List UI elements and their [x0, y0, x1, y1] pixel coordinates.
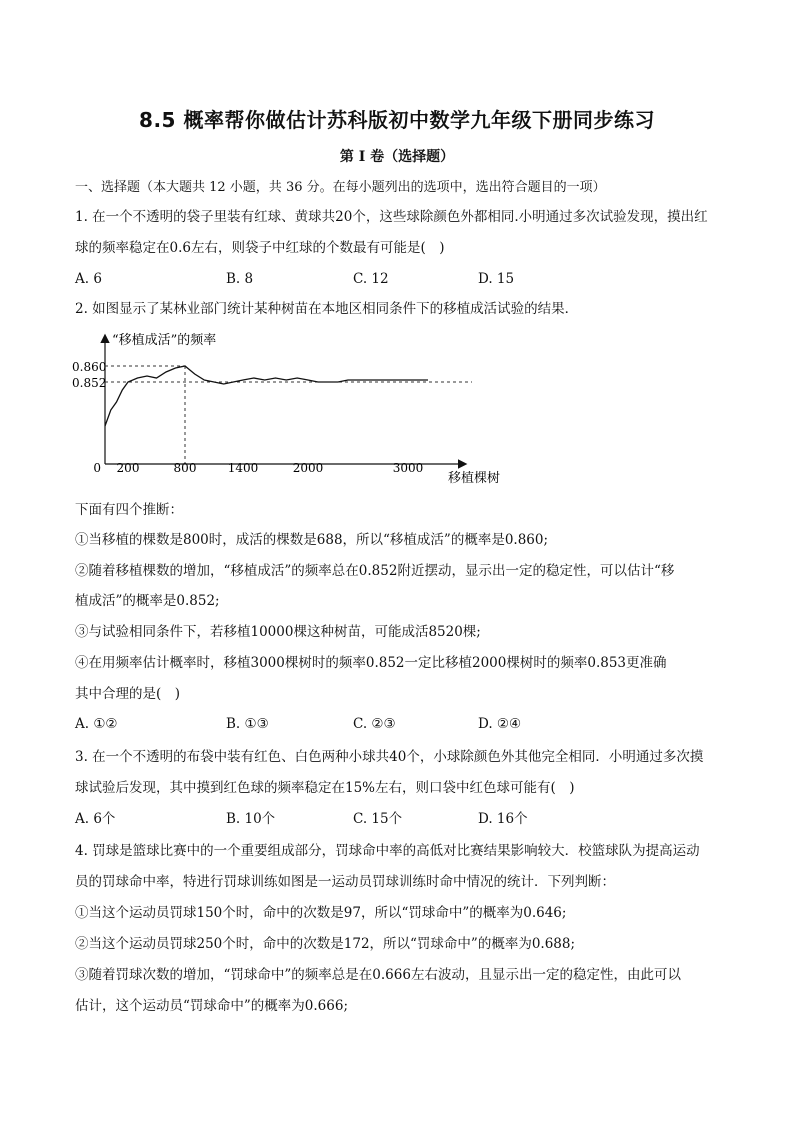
q2-line-6: ④在用频率估计概率时，移植3000棵树时的频率0.852一定比移植2000棵树时的频率0.853更准确	[75, 655, 667, 671]
q1-option-a[interactable]: A. 6	[75, 271, 102, 287]
q4-line-4: ②当这个运动员罚球250个时，命中的次数是172，所以“罚球命中”的概率为0.688;	[75, 936, 576, 952]
q4-line-6: 估计，这个运动员“罚球命中”的概率为0.666;	[75, 998, 348, 1014]
q1-line-1: 1. 在一个不透明的袋子里装有红球、黄球共20个，这些球除颜色外都相同.小明通过多次试验发现，摸出红	[75, 209, 708, 225]
volume-title: 第 I 卷（选择题）	[339, 149, 455, 165]
x-tick-1400: 1400	[227, 461, 259, 475]
q2-line-3: ②随着移植棵数的增加，“移植成活”的频率总在0.852附近摆动，显示出一定的稳定性，可以估计“移	[75, 563, 675, 579]
q3-line-2: 球试验后发现，其中摸到红色球的频率稳定在15%左右，则口袋中红色球可能有( )	[75, 780, 575, 796]
q4-line-1: 4. 罚球是篮球比赛中的一个重要组成部分，罚球命中率的高低对比赛结果影响较大．校篮球队为提高运动	[75, 843, 700, 859]
q2-line-7: 其中合理的是( )	[75, 686, 181, 702]
q2-line-5: ③与试验相同条件下，若移植10000棵这种树苗，可能成活8520棵;	[75, 624, 481, 640]
q1-option-b[interactable]: B. 8	[226, 271, 254, 287]
q2-line-4: 植成活”的概率是0.852;	[75, 593, 220, 609]
q3-option-c[interactable]: C. 15个	[353, 811, 403, 827]
frequency-series-line	[105, 366, 428, 426]
q1-option-c[interactable]: C. 12	[353, 271, 389, 287]
q3-line-1: 3. 在一个不透明的布袋中装有红色、白色两种小球共40个，小球除颜色外其他完全相同．小明通过多次摸	[75, 749, 704, 765]
page-title: 8.5 概率帮你做估计苏科版初中数学九年级下册同步练习	[139, 108, 655, 132]
q4-line-3: ①当这个运动员罚球150个时，命中的次数是97，所以“罚球命中”的概率为0.646;	[75, 905, 567, 921]
q4-line-2: 员的罚球命中率，特进行罚球训练如图是一运动员罚球训练时命中情况的统计．下列判断：	[75, 874, 615, 890]
q3-option-d[interactable]: D. 16个	[478, 811, 528, 827]
q2-option-c[interactable]: C. ②③	[353, 716, 396, 732]
q2-line-2: ①当移植的棵数是800时，成活的棵数是688，所以“移植成活”的概率是0.860;	[75, 532, 549, 548]
x-tick-800: 800	[173, 461, 197, 475]
q2-option-a[interactable]: A. ①②	[75, 716, 118, 732]
y-axis-label: “移植成活”的频率	[112, 333, 217, 348]
q2-option-b[interactable]: B. ①③	[226, 716, 269, 732]
q1-line-2: 球的频率稳定在0.6左右，则袋子中红球的个数最有可能是( )	[75, 240, 445, 256]
q2-intro: 2. 如图显示了某林业部门统计某种树苗在本地区相同条件下的移植成活试验的结果．	[75, 301, 579, 317]
y-tick-0852: 0.852	[72, 376, 107, 390]
x-axis-label: 移植棵树	[448, 471, 501, 486]
q3-option-a[interactable]: A. 6个	[75, 811, 116, 827]
section-heading: 一、选择题（本大题共 12 小题，共 36 分。在每小题列出的选项中，选出符合题目的一项）	[75, 180, 606, 195]
x-tick-200: 200	[116, 461, 140, 475]
x-tick-3000: 3000	[392, 461, 424, 475]
q4-line-5: ③随着罚球次数的增加，“罚球命中”的频率总是在0.666左右波动，且显示出一定的稳定性，由此可以	[75, 967, 681, 983]
x-tick-2000: 2000	[292, 461, 324, 475]
transplant-survival-chart	[60, 326, 530, 490]
q2-line-1: 下面有四个推断：	[75, 502, 183, 518]
q2-option-d[interactable]: D. ②④	[478, 716, 522, 732]
origin-label: 0	[93, 461, 101, 475]
y-tick-0860: 0.860	[72, 360, 107, 374]
q3-option-b[interactable]: B. 10个	[226, 811, 276, 827]
q1-option-d[interactable]: D. 15	[478, 271, 515, 287]
